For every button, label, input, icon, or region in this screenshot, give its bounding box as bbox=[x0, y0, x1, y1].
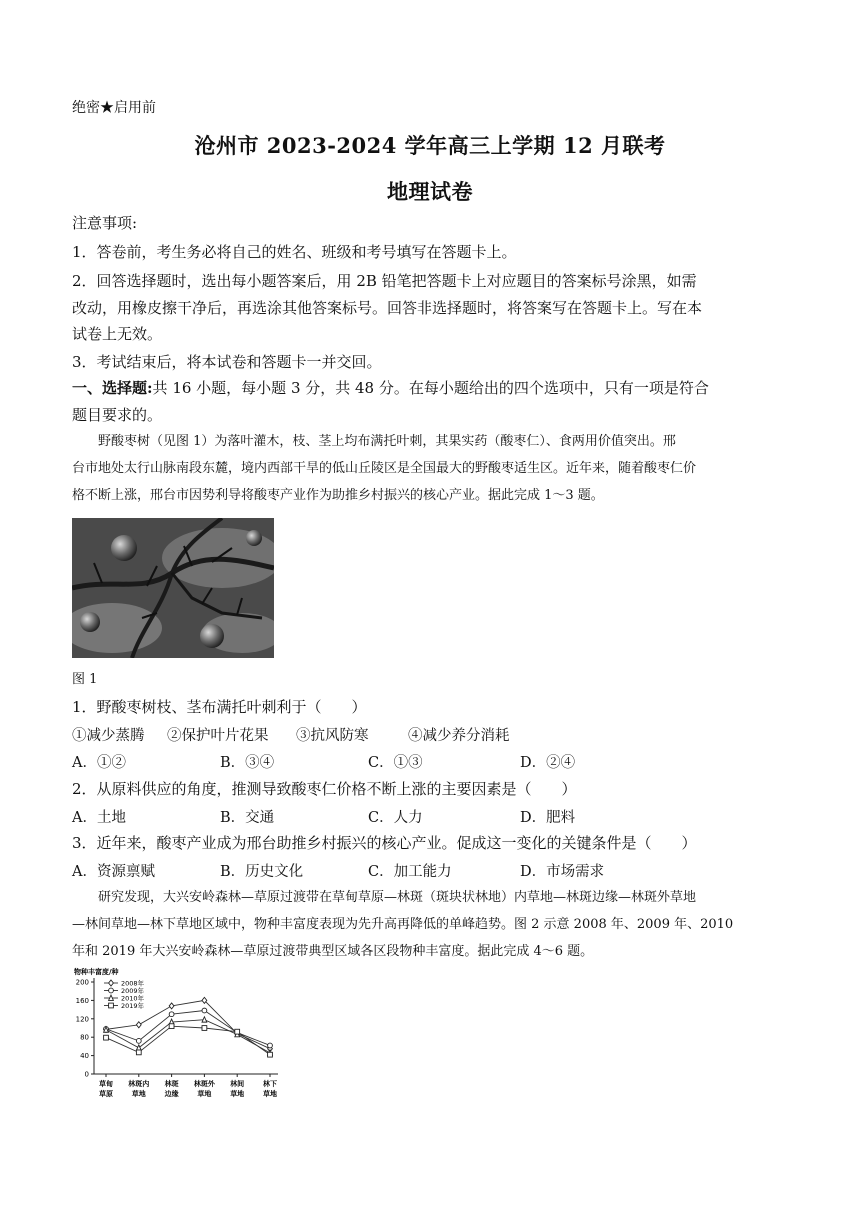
x-tick-label: 林斑内 bbox=[128, 1080, 150, 1088]
x-tick-label: 草地 bbox=[263, 1090, 277, 1098]
y-tick-label: 40 bbox=[80, 1052, 89, 1061]
series-line bbox=[106, 1011, 270, 1046]
jujube-thorn-image bbox=[72, 518, 274, 658]
question-2-options bbox=[72, 806, 792, 827]
option-b[interactable]: B．历史文化 bbox=[220, 864, 304, 880]
option-a[interactable]: A．土地 bbox=[72, 810, 126, 826]
data-point bbox=[202, 1008, 207, 1013]
passage-line: 年和 2019 年大兴安岭森林—草原过渡带典型区域各区段物种丰富度。据此完成 4～6 题。 bbox=[72, 944, 594, 959]
data-point bbox=[104, 1035, 109, 1040]
series-line bbox=[106, 1026, 270, 1055]
x-tick-label: 草地 bbox=[131, 1090, 146, 1098]
option-a[interactable]: A．①② bbox=[72, 755, 126, 771]
data-point bbox=[136, 1038, 141, 1043]
x-tick-label: 草地 bbox=[230, 1090, 245, 1098]
section-heading bbox=[72, 376, 792, 400]
option-c[interactable]: C．人力 bbox=[368, 810, 423, 826]
data-point bbox=[268, 1043, 273, 1048]
notice-item: 试卷上无效。 bbox=[72, 325, 163, 343]
question-1-statements bbox=[72, 724, 792, 745]
option-c[interactable]: C．①③ bbox=[368, 755, 423, 771]
passage-line: 研究发现，大兴安岭森林—草原过渡带在草甸草原—林斑（斑块状林地）内草地—林斑边缘—林斑外草地 bbox=[98, 890, 697, 905]
y-tick-label: 0 bbox=[84, 1070, 89, 1079]
question-2-stem: 2．从原料供应的角度，推测导致酸枣仁价格不断上涨的主要因素是（ ） bbox=[72, 780, 577, 798]
passage-line: 格不断上涨，邢台市因势利导将酸枣产业作为助推乡村振兴的核心产业。据此完成 1～3 题。 bbox=[72, 488, 604, 503]
y-tick-label: 200 bbox=[75, 978, 89, 987]
statement: ②保护叶片花果 bbox=[167, 728, 269, 744]
question-1-options bbox=[72, 751, 792, 772]
passage-line: 野酸枣树（见图 1）为落叶灌木，枝、茎上均布满托叶刺，其果实药（酸枣仁）、食两用价值突出。邢 bbox=[98, 434, 676, 449]
figure1-caption: 图 1 bbox=[72, 672, 98, 687]
x-tick-label: 草甸 bbox=[99, 1080, 113, 1088]
x-tick-label: 林斑外 bbox=[193, 1080, 215, 1088]
data-point bbox=[202, 1017, 207, 1022]
x-tick-label: 林间 bbox=[230, 1080, 245, 1088]
data-point bbox=[169, 1012, 174, 1017]
notice-heading: 注意事项: bbox=[72, 214, 138, 232]
data-point bbox=[268, 1052, 273, 1057]
jujube-photo bbox=[72, 518, 274, 658]
data-point bbox=[235, 1029, 240, 1034]
data-point bbox=[169, 1024, 174, 1029]
x-tick-label: 草地 bbox=[197, 1090, 212, 1098]
statement: ④减少养分消耗 bbox=[408, 728, 510, 744]
question-3-options bbox=[72, 860, 792, 881]
legend-label: 2010年 bbox=[121, 994, 145, 1003]
exam-subtitle: 地理试卷 bbox=[387, 179, 473, 204]
legend-marker bbox=[109, 1003, 114, 1008]
option-b[interactable]: B．③④ bbox=[220, 755, 275, 771]
legend-label: 2008年 bbox=[121, 979, 145, 988]
chart-svg bbox=[72, 966, 304, 1118]
x-tick-label: 林斑 bbox=[164, 1080, 179, 1088]
option-d[interactable]: D．肥料 bbox=[520, 810, 576, 826]
section-desc-cont: 题目要求的。 bbox=[72, 406, 163, 424]
legend-marker bbox=[109, 995, 114, 1000]
y-axis-label: 物种丰富度/种 bbox=[74, 968, 119, 976]
notice-item: 改动，用橡皮擦干净后，再选涂其他答案标号。回答非选择题时，将答案写在答题卡上。写在本 bbox=[72, 299, 703, 317]
data-point bbox=[169, 1003, 174, 1009]
notice-item: 1．答卷前，考生务必将自己的姓名、班级和考号填写在答题卡上。 bbox=[72, 243, 517, 261]
legend-label: 2009年 bbox=[121, 987, 145, 995]
statement: ①减少蒸腾 bbox=[72, 728, 145, 744]
data-point bbox=[136, 1045, 141, 1050]
notice-item: 2．回答选择题时，选出每小题答案后，用 2B 铅笔把答题卡上对应题目的答案标号涂黑，如需 bbox=[72, 272, 697, 290]
notice-item: 3．考试结束后，将本试卷和答题卡一并交回。 bbox=[72, 353, 382, 371]
exam-title: 沧州市 2023-2024 学年高三上学期 12 月联考 bbox=[194, 133, 666, 158]
legend-marker bbox=[109, 980, 114, 986]
data-point bbox=[136, 1022, 141, 1028]
y-tick-label: 80 bbox=[80, 1033, 89, 1042]
x-tick-label: 草原 bbox=[99, 1090, 113, 1098]
passage-line: —林间草地—林下草地区域中，物种丰富度表现为先升高再降低的单峰趋势。图 2 示意 2008 年、2009 年、2010 bbox=[72, 917, 734, 932]
section-lead: 一、选择题: bbox=[72, 379, 153, 397]
species-richness-chart bbox=[72, 966, 304, 1118]
option-d[interactable]: D．②④ bbox=[520, 755, 576, 771]
x-tick-label: 边缘 bbox=[164, 1090, 179, 1098]
option-c[interactable]: C．加工能力 bbox=[368, 864, 452, 880]
legend-marker bbox=[109, 988, 114, 993]
legend-label: 2019年 bbox=[121, 1002, 145, 1010]
y-tick-label: 120 bbox=[75, 1015, 89, 1024]
data-point bbox=[202, 1026, 207, 1031]
option-a[interactable]: A．资源禀赋 bbox=[72, 864, 155, 880]
option-b[interactable]: B．交通 bbox=[220, 810, 275, 826]
question-1-stem: 1．野酸枣树枝、茎布满托叶刺利于（ ） bbox=[72, 698, 367, 716]
passage-line: 台市地处太行山脉南段东麓，境内西部干旱的低山丘陵区是全国最大的野酸枣适生区。近年来，随着酸枣仁价 bbox=[72, 461, 697, 476]
option-d[interactable]: D．市场需求 bbox=[520, 864, 605, 880]
y-tick-label: 160 bbox=[75, 996, 89, 1005]
question-3-stem: 3．近年来，酸枣产业成为邢台助推乡村振兴的核心产业。促成这一变化的关键条件是（ ） bbox=[72, 834, 697, 852]
secret-mark: 绝密★启用前 bbox=[72, 100, 156, 116]
statement: ③抗风防寒 bbox=[296, 728, 369, 744]
x-tick-label: 林下 bbox=[263, 1080, 277, 1088]
data-point bbox=[136, 1050, 141, 1055]
section-desc: 共 16 小题，每小题 3 分，共 48 分。在每小题给出的四个选项中，只有一项是符合 bbox=[152, 379, 709, 397]
